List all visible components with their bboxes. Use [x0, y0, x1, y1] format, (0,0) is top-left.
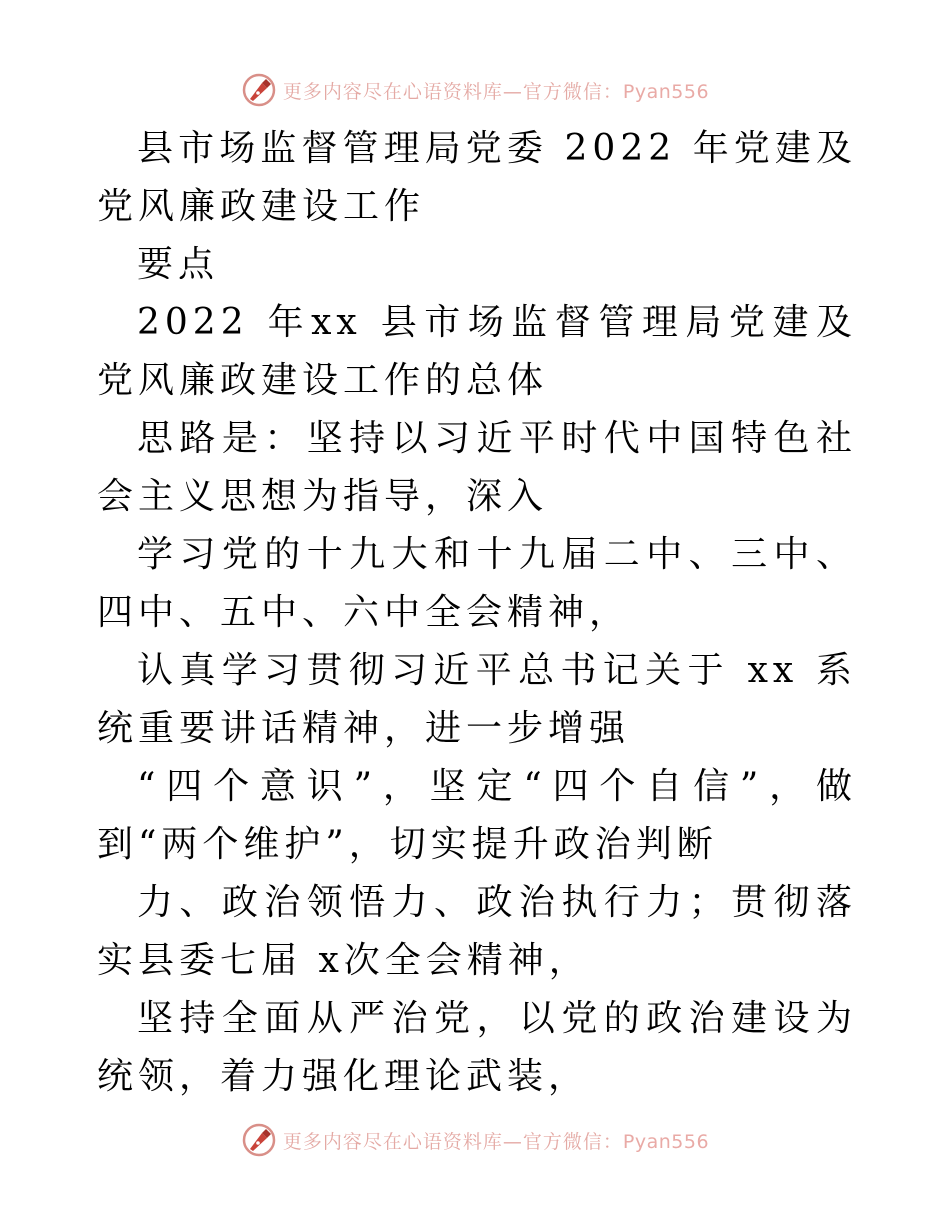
pen-nib-logo-icon [241, 1122, 277, 1158]
watermark-footer [0, 1120, 950, 1160]
watermark-wechat-id: Pyan556 [622, 1130, 710, 1153]
document-body [97, 120, 857, 1106]
watermark-text: 更多内容尽在心语资料库—官方微信：Pyan556 [282, 80, 710, 103]
paragraph: “四个意识”，坚定“四个自信”，做到“两个维护”，切实提升政治判断 [97, 766, 857, 865]
watermark-text: 更多内容尽在心语资料库—官方微信：Pyan556 [282, 1130, 710, 1153]
paragraph: 学习党的十九大和十九届二中、三中、四中、五中、六中全会精神， [97, 534, 857, 633]
watermark-wechat-id: Pyan556 [622, 80, 710, 103]
watermark-header [0, 70, 950, 110]
paragraph: 力、政治领悟力、政治执行力；贯彻落实县委七届 x次全会精神， [97, 882, 857, 981]
paragraph: 坚持全面从严治党，以党的政治建设为统领，着力强化理论武装， [97, 998, 857, 1097]
paragraph: 认真学习贯彻习近平总书记关于 xx 系统重要讲话精神，进一步增强 [97, 650, 857, 749]
paragraph-title: 县市场监督管理局党委 2022 年党建及党风廉政建设工作 [97, 128, 857, 227]
pen-nib-logo-icon [241, 72, 277, 108]
paragraph: 思路是：坚持以习近平时代中国特色社会主义思想为指导，深入 [97, 418, 857, 517]
paragraph: 2022 年xx 县市场监督管理局党建及党风廉政建设工作的总体 [97, 302, 857, 401]
paragraph-title-cont: 要点 [137, 244, 220, 285]
